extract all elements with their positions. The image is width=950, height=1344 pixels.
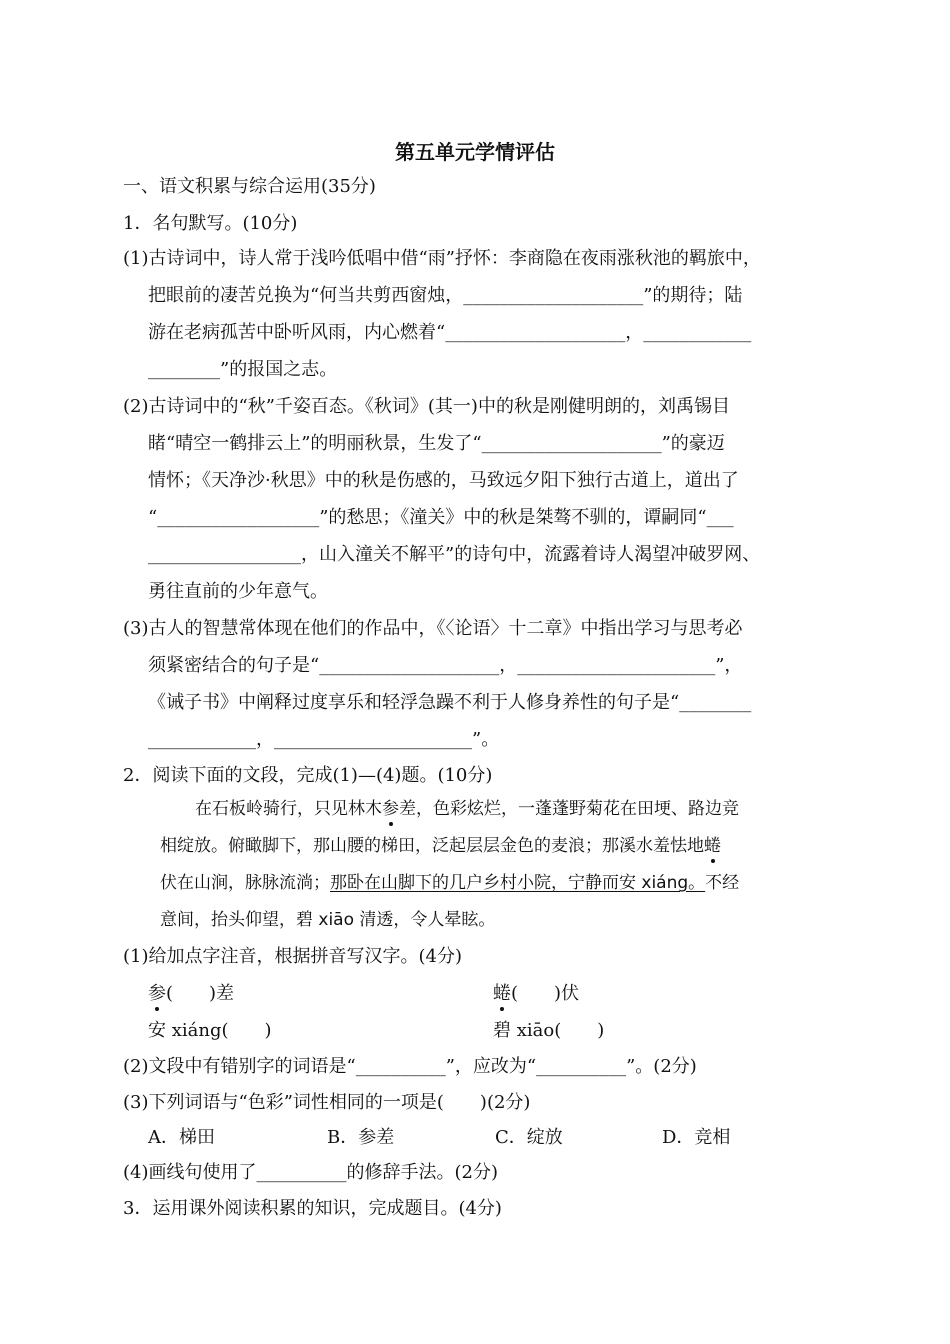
section-heading: 一、语文积累与综合运用(35分) bbox=[123, 176, 376, 197]
page-title: 第五单元学情评估 bbox=[395, 140, 555, 164]
q1-p1-line3: 游在老病孤苦中卧听风雨，内心燃着“____________________，____________ bbox=[148, 322, 752, 343]
passage-line2 bbox=[160, 834, 721, 858]
q1-p2-line6: 勇往直前的少年意气。 bbox=[148, 581, 328, 602]
dotted-char: 参 bbox=[148, 983, 166, 1004]
q2-sub1-stem: (1)给加点字注音，根据拼音写汉字。(4分) bbox=[123, 946, 462, 967]
q1-p3-line2: 须紧密结合的句子是“____________________，______________________”， bbox=[148, 655, 743, 676]
dotted-char: 蜷 bbox=[493, 983, 511, 1004]
q1-p1-line4: ________”的报国之志。 bbox=[148, 359, 338, 380]
option-a: A．梯田 bbox=[148, 1127, 215, 1148]
option-b: B．参差 bbox=[327, 1127, 395, 1148]
q2-sub1-item-a bbox=[148, 982, 234, 1006]
underlined-sentence: 那卧在山脚下的几户乡村小院，宁静而安 xiáng。 bbox=[330, 873, 706, 893]
dotted-char: 蜷 bbox=[704, 836, 721, 856]
question-2-stem: 2．阅读下面的文段，完成(1)—(4)题。(10分) bbox=[123, 765, 493, 786]
passage-line3 bbox=[160, 871, 739, 895]
q2-sub1-item-d: 碧 xiāo( ) bbox=[493, 1020, 605, 1041]
q1-p2-line1: (2)古诗词中的“秋”千姿百态。《秋词》(其一)中的秋是刚健明朗的，刘禹锡目 bbox=[123, 396, 730, 417]
option-c: C．绽放 bbox=[495, 1127, 563, 1148]
q1-p2-line3: 情怀；《天净沙·秋思》中的秋是伤感的，马致远夕阳下独行古道上，道出了 bbox=[148, 470, 739, 491]
option-d: D．竞相 bbox=[662, 1127, 731, 1148]
q1-p1-line2: 把眼前的凄苦兑换为“何当共剪西窗烛，____________________”的期待；陆 bbox=[148, 285, 743, 306]
q2-sub1-item-c: 安 xiáng( ) bbox=[148, 1020, 272, 1041]
q1-p3-line4: ____________，______________________”。 bbox=[148, 729, 500, 750]
answer-blank: ( )伏 bbox=[511, 983, 580, 1004]
q1-p1-line1: (1)古诗词中，诗人常于浅吟低唱中借“雨”抒怀：李商隐在夜雨涨秋池的羁旅中， bbox=[123, 248, 761, 269]
answer-blank: ( )差 bbox=[166, 983, 235, 1004]
passage-line4: 意间，抬头仰望，碧 xiāo 清透，令人晕眩。 bbox=[160, 910, 496, 930]
passage-text: 伏在山涧，脉脉流淌； bbox=[160, 873, 330, 893]
passage-text: 差，色彩炫烂，一蓬蓬野菊花在田埂、路边竞 bbox=[399, 799, 739, 819]
q1-p2-line2: 睹“晴空一鹤排云上”的明丽秋景，生发了“____________________”的豪迈 bbox=[148, 433, 725, 454]
q2-sub2: (2)文段中有错别字的词语是“__________”，应改为“__________”。(2分) bbox=[123, 1056, 697, 1077]
passage-text: 不经 bbox=[705, 873, 740, 893]
q2-sub1-item-b bbox=[493, 982, 579, 1006]
passage-text: 相绽放。俯瞰脚下，那山腰的梯田，泛起层层金色的麦浪；那溪水羞怯地 bbox=[160, 836, 704, 856]
q2-sub4: (4)画线句使用了__________的修辞手法。(2分) bbox=[123, 1162, 498, 1183]
q2-sub3-stem: (3)下列词语与“色彩”词性相同的一项是( )(2分) bbox=[123, 1092, 531, 1113]
dotted-char: 参 bbox=[382, 799, 399, 819]
question-3-stem: 3．运用课外阅读积累的知识，完成题目。(4分) bbox=[123, 1198, 502, 1219]
passage-line1 bbox=[195, 797, 739, 821]
passage-text: 在石板岭骑行，只见林木 bbox=[195, 799, 382, 819]
q1-p3-line1: (3)古人的智慧常体现在他们的作品中，《〈论语〉十二章》中指出学习与思考必 bbox=[123, 618, 743, 639]
question-1-stem: 1．名句默写。(10分) bbox=[123, 213, 298, 234]
q1-p2-line4: “__________________”的愁思；《潼关》中的秋是桀骜不驯的，谭嗣同“___ bbox=[148, 507, 734, 528]
q1-p2-line5: _________________，山入潼关不解平”的诗句中，流露着诗人渴望冲破罗网、 bbox=[148, 544, 761, 565]
q1-p3-line3: 《诫子书》中阐释过度享乐和轻浮急躁不利于人修身养性的句子是“________ bbox=[148, 692, 752, 713]
